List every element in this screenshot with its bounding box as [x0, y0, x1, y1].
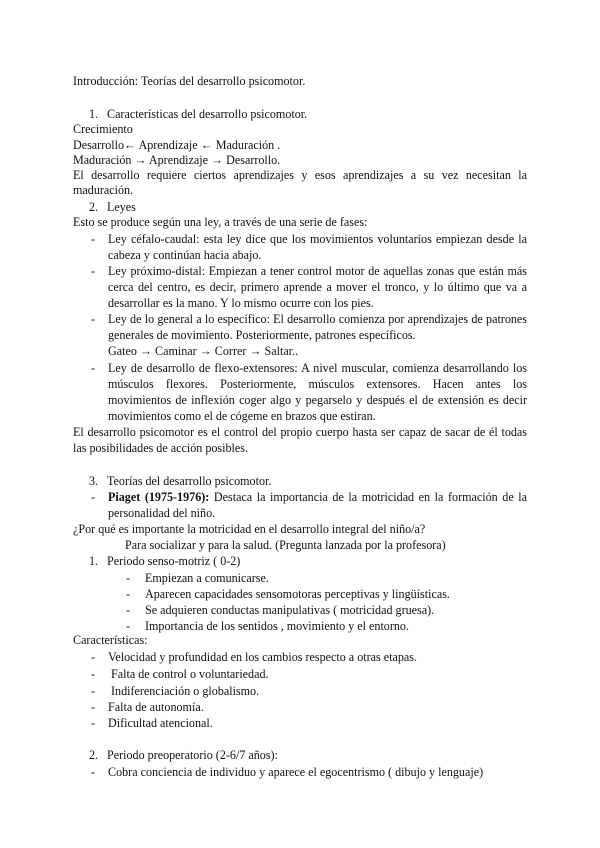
bullet-dash: - — [91, 667, 96, 681]
characteristic-item: Dificultad atencional. — [108, 716, 213, 730]
closing-paragraph-line-2: las posibilidades de acción posibles. — [73, 441, 248, 455]
law-1-line-1: Ley céfalo-caudal: esta ley dice que los movimientos voluntarios empiezan desde la — [108, 232, 527, 246]
section-2-heading: Leyes — [107, 200, 136, 214]
caracteristicas-heading: Características: — [73, 633, 148, 647]
bullet-dash: - — [91, 490, 96, 504]
law-3-line-1: Ley de lo general a lo específico: El desarrollo comienza por aprendizajes de patrones — [108, 312, 527, 326]
answer-line: Para socializar y para la salud. (Pregunta lanzada por la profesora) — [125, 538, 446, 552]
closing-paragraph-line-1: El desarrollo psicomotor es el control del propio cuerpo hasta ser capaz de sacar de él todas — [73, 425, 527, 439]
bullet-dash: - — [91, 650, 96, 664]
period-1-number: 1. — [89, 554, 99, 568]
section-1-heading: Características del desarrollo psicomotor. — [107, 107, 308, 121]
law-1-line-2: cabeza y continúan hacia abajo. — [108, 248, 262, 262]
question-line: ¿Por qué es importante la motricidad en el desarrollo integral del niño/a? — [73, 522, 426, 536]
bullet-dash: - — [91, 700, 96, 714]
section-2-intro: Esto se produce según una ley, a través de una serie de fases: — [73, 215, 368, 229]
characteristic-item: Falta de autonomía. — [108, 700, 204, 714]
section-1-paragraph-line-1: El desarrollo requiere ciertos aprendizajes y esos aprendizajes a su vez necesitan la — [73, 168, 527, 182]
law-2-line-3: desarrollar es la mano. Y lo mismo ocurre con los pies. — [108, 296, 374, 310]
bullet-dash: - — [126, 587, 131, 601]
period-2-item: Cobra conciencia de individuo y aparece el egocentrismo ( dibujo y lenguaje) — [108, 765, 484, 779]
law-2-line-1: Ley próximo-distal: Empiezan a tener control motor de aquellas zonas que están más — [108, 264, 527, 278]
document-title: Introducción: Teorías del desarrollo psicomotor. — [73, 74, 306, 88]
period-2-number: 2. — [89, 748, 99, 762]
section-3-number: 3. — [89, 474, 99, 488]
piaget-name: Piaget (1975-1976): — [108, 490, 210, 504]
law-4-line-2: músculos flexores. Posteriormente, músculos extensores. Hacen antes los — [108, 377, 527, 391]
bullet-dash: - — [91, 264, 96, 278]
bullet-dash: - — [126, 603, 131, 617]
bullet-dash: - — [126, 619, 131, 633]
characteristic-item: Indiferenciación o globalismo. — [108, 684, 260, 698]
period-1-item: Aparecen capacidades sensomotoras perceptivas y lingüísticas. — [145, 587, 450, 601]
section-1-number: 1. — [89, 107, 99, 121]
bullet-dash: - — [91, 684, 96, 698]
period-2-title: Periodo preoperatorio (2-6/7 años): — [107, 748, 278, 762]
development-chain-1: Desarrollo← Aprendizaje ← Maduración . — [73, 138, 281, 152]
bullet-dash: - — [91, 361, 96, 375]
period-1-item: Importancia de los sentidos , movimiento y el entorno. — [145, 619, 409, 633]
law-4-line-4: movimientos como el de cógeme en brazos que estiran. — [108, 409, 376, 423]
period-1-item: Empiezan a comunicarse. — [145, 571, 269, 585]
characteristic-item: Falta de control o voluntariedad. — [108, 667, 269, 681]
period-1-item: Se adquieren conductas manipulativas ( motricidad gruesa). — [145, 603, 435, 617]
bullet-dash: - — [91, 312, 96, 326]
bullet-dash: - — [91, 232, 96, 246]
development-chain-2: Maduración → Aprendizaje → Desarrollo. — [73, 153, 281, 167]
law-4-line-3: movimientos de inflexión coger algo y pegarselo y después el de extensión es decir — [108, 393, 527, 407]
crecimiento-label: Crecimiento — [73, 122, 133, 136]
law-3-sequence: Gateo → Caminar → Correr → Saltar.. — [108, 344, 299, 358]
bullet-dash: - — [91, 716, 96, 730]
characteristic-item: Velocidad y profundidad en los cambios respecto a otras etapas. — [108, 650, 417, 664]
period-1-title: Periodo senso-motriz ( 0-2) — [107, 554, 241, 568]
law-2-line-2: cerca del centro, es decir, primero aprende a mover el tronco, y lo último que va a — [108, 280, 527, 294]
law-3-line-2: generales de movimiento. Posteriormente, patrones específicos. — [108, 328, 416, 342]
piaget-text: Destaca la importancia de la motricidad en la formación de la — [209, 490, 528, 504]
bullet-dash: - — [126, 571, 131, 585]
section-3-heading: Teorías del desarrollo psicomotor. — [107, 474, 272, 488]
bullet-dash: - — [91, 765, 96, 779]
section-2-number: 2. — [89, 200, 99, 214]
law-4-line-1: Ley de desarrollo de flexo-extensores: A nivel muscular, comienza desarrollando los — [108, 361, 527, 375]
piaget-line-1 — [108, 490, 527, 505]
section-1-paragraph-line-2: maduración. — [73, 183, 134, 197]
piaget-line-2: personalidad del niño. — [108, 506, 216, 520]
